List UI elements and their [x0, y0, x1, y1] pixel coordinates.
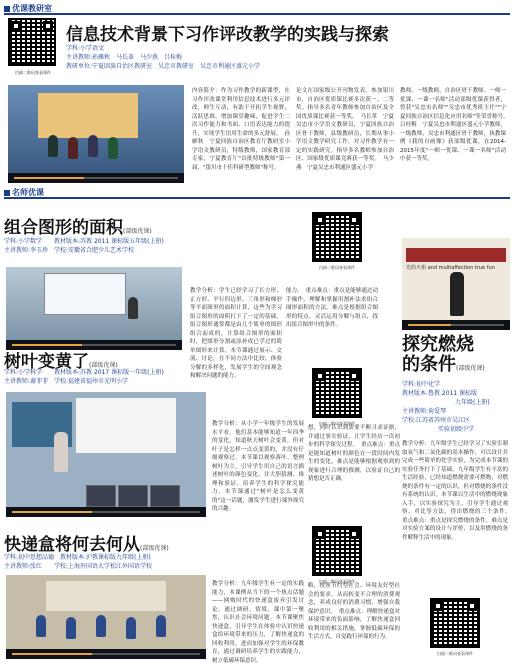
article1-line2: 主讲教师:李玉珍 学校:安徽省合肥少儿艺术学校 — [4, 247, 135, 254]
article4-text-col1: 教学分析：九年级学生已经学习了实验室制取氧气和二氧化碳的基本操作，可以设计并完成一些简单的化学实验，为完成本节课的实验任务打下了基础。九年级学生有丰富的生活经验，已经知道燃烧需要可燃物，对燃烧的条件有一定的认识，但对燃烧的条件没有系统的认识。本节课以生活中的燃烧现象入手，以实验探究为主，引导学生通过观察、对比等方法，得出燃烧的三个条件。 重点难点：重点是探究燃烧的条件，难点是对实验方案的设计与评价，以及用燃烧的条件解释生活中的现象。 — [402, 441, 514, 541]
video-player[interactable] — [6, 267, 182, 350]
slide-text: 光的火焰 and multiaffection true fun — [406, 265, 495, 271]
article-title: 信息技术背景下习作评改教学的实践与探索 — [66, 25, 389, 45]
article4-line5: 学校:江苏省苏州市吴江区 — [402, 417, 471, 424]
qr-caption: 扫描二维码查看课件 — [319, 421, 355, 426]
article1-text-col2: 能力。 重点难点：重点是能够通过动手操作，理解和掌握用割补法求组合图形面积的方法。难点是根据组合图形的特点，灵活运用分解与组合，找出组合图形中的条件。 — [286, 288, 378, 328]
video-player[interactable] — [6, 392, 206, 517]
video-progress-bar[interactable] — [402, 320, 510, 330]
video-player[interactable] — [402, 238, 510, 330]
video-progress-bar[interactable] — [6, 649, 206, 659]
video-player[interactable] — [8, 85, 184, 183]
article-subject: 学科:小学语文 — [66, 45, 105, 52]
qr-code — [312, 212, 362, 262]
video-progress-bar[interactable] — [8, 173, 184, 183]
section-label-mid: 名师优课 — [4, 187, 44, 198]
qr-caption: 扫描二维码查看课件 — [319, 579, 355, 584]
article4-line6: 实验初级中学 — [438, 426, 475, 433]
qr-code — [312, 368, 362, 418]
article2-line2: 主讲教师:谢菲菲 学校:福建省福州市光明小学 — [4, 378, 129, 385]
article2-title: 树叶变黄了(部级优课) — [4, 352, 118, 372]
article1-title: 组合图形的面积(部级优课) — [4, 218, 152, 238]
article-text-col1: 内容简介：作为习作教学的新课型，在习作评改课堂利用信息技术进行多元评改，师生互动，有助于开拓学生视野，活跃思维，增加课堂趣味，促进学生二次习作能力和书面、口语表达能力的提升，实现学生语用生命的多元舒展。 孙雁秋 宁夏回族自治区教育厅教研室小学语文教研员，特级教师，国家教育部专家，宁夏教育厅"首批特级教师"第一届，"银川市十佳科研型教师"称号。 — [192, 88, 290, 171]
article1-line1: 学科:小学数学 教材版本:苏教 2011 课标版五年级(上册) — [4, 238, 164, 245]
section-label-top: 优课教研室 — [4, 3, 52, 14]
qr-code — [8, 18, 56, 66]
article-teachers: 主讲教师:孙雁秋 马长革 马少燕 吕桂梅 — [66, 54, 183, 61]
article-text-col3: 教师，一级教师，自治区骨干教师。一师一优课、一课一名师"活动部级优课获得者，曾获"吴忠市名师""吴忠市优秀班主任""宁夏回族自治区信息化应用名师"等荣誉称号。 吕桂梅 宁夏吴忠市利通区盛元小学教师，一级教师，吴忠市利通区骨干教师，执教课例《我的自画像》获部级优课，在2014-2015年度"一师一优课、一课一名师"活动中获一等奖。 — [400, 88, 512, 162]
article3-line2: 主讲教师:张红 学校:上海外国语大学松江外国语学校 — [4, 563, 153, 570]
video-player[interactable] — [6, 575, 206, 659]
article4-line2: 教材版本:鲁教 2011 课标版 — [402, 390, 478, 397]
article4-title: 探究燃烧 的条件(部级优课) — [402, 334, 485, 375]
article-text-col2: 论文在国家级公开刊物发表。参加银川市，自治区优质课比赛多次获一、二等奖。指导多名青年教师参加自治区及全国优质课比赛获一等奖。 马长革 宁夏吴忠市小学语文教研员，宁夏回族自治区骨干教师，县级教研员，长期从事小学语文教学研究工作，对习作教学有一定的实践研究。指导多名教师参加自治区、国家级优质课竞赛获一等奖。 马少燕 宁夏吴忠市利通区盛元小学 — [296, 88, 394, 171]
article2-text-col2: 想，同时认识到需要不断寻求证据，并通过事实验证，让学生经历一次初步的科学探究过程。 重点难点：重点是能知道树叶的颜色在一段时间内发生的变化，难点是能够根据观察到的现象进行合理的推测，以验证自己的猜想是否正确。 — [308, 425, 400, 482]
article3-title: 快递盒将何去何从(部级优课) — [4, 535, 169, 555]
qr-caption: 扫描二维码查看课件 — [319, 265, 355, 270]
qr-caption: 扫描二维码查看课件 — [15, 70, 51, 75]
article4-line3: 九年级(上册) — [455, 399, 490, 406]
article2-line1: 学科:小学科学 教材版本:苏教 2017 课标版一年级(上册) — [4, 369, 164, 376]
qr-caption: 扫描二维码查看课件 — [437, 651, 473, 656]
article3-line1: 学科:初中思想品德 教材版本:沪教课标版九年级(上册) — [4, 554, 151, 561]
article4-line4: 主讲教师:荷爱琴 — [402, 408, 447, 415]
article4-line1: 学科:初中化学 — [402, 381, 441, 388]
article3-text-col2: 略，按照节约型社会、环境友好型社会的要求，从而转变不合理的消费观念，养成良好的消费习惯，增强自我保护意识。 重点难点：理解快递盒对环境带来的负面影响，了解快递盒回收利用的相关措施。掌握低碳环保的生活方式，自觉践行环保的行为。 — [308, 583, 400, 640]
qr-code — [312, 526, 362, 576]
article-school: 教研单位:宁夏回族自治区教研室 吴忠市教研室 吴忠市利通区盛元小学 — [66, 63, 261, 70]
qr-code — [430, 598, 480, 648]
divider — [4, 197, 510, 199]
video-progress-bar[interactable] — [6, 507, 206, 517]
divider — [4, 13, 510, 15]
article1-text-col1: 教学分析：学生已经学习了长方形、正方形、平行四边形、三角形和梯形等平面图形的面积计算，这些为学习组合图形的面积打下了一定的基础。组合图形通常都是由几个简单的图形组合而成的，计算组合图形的面积时，把图形分割或添补成已学过的简单图形来计算。本节课通过展示、交流、讨论，在不同方法中比较、体验分解的多样化，发展学生的空间观念和解决问题的能力。 — [190, 288, 282, 379]
article2-text-col1: 教学分析：从小学一年级学生的发展水平看，他们基本能够知道一年四季的变化，知道秋天树叶会变黄，但对叶子是怎样一点点变黄的，并没有仔细观察过。本节课以观察落叶、整理树叶为主，引导学生用自己的语言描述树叶的颜色变化，并大胆猜测、推理和验证，培养学生的科学探究能力。本节课通过"树叶是怎么变黄的"这一话题，激发学生进行课外探究的兴趣。 — [212, 421, 304, 512]
article3-text-col1: 教学分析：九年级学生有一定的实践能力，本课例从当下的一个热点话题——网购时代的快递盒废弃引发讨论，通过调研，情境，课中第一聚焦，认识社会环境问题。本节课聚焦快递盒，引导学生在体验中认识快递盒给环境带来的压力，了解快递盒的回收利用，进而加强对学生的环保教育，通过调研培养学生的实践能力，树立低碳环保意识。 — [212, 581, 304, 664]
